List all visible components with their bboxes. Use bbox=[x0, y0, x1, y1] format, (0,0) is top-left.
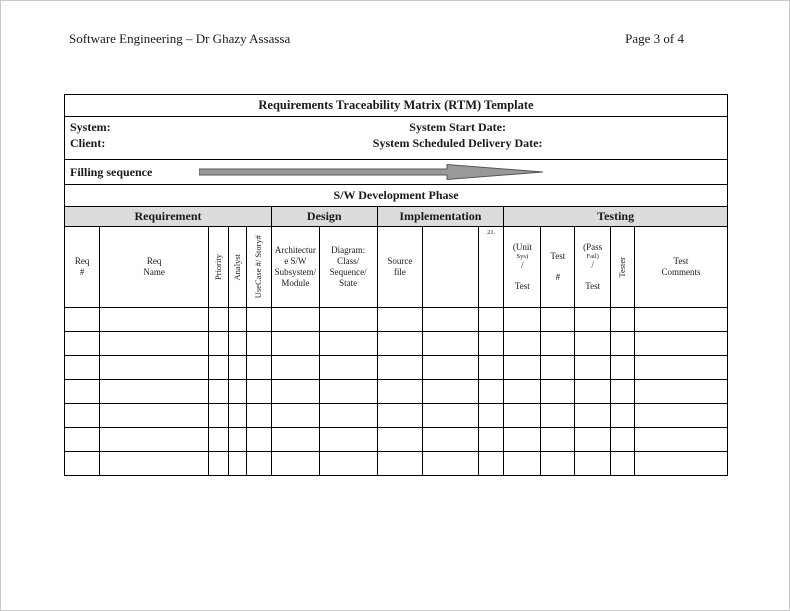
body-cell-req-name-row4 bbox=[100, 380, 209, 404]
body-cell-impl-extra-row2 bbox=[423, 332, 479, 356]
phase-group-design: Design bbox=[272, 207, 378, 227]
unit-sys-test-label-line: (Unit bbox=[512, 242, 532, 253]
body-cell-analyst-row5 bbox=[228, 404, 246, 428]
body-cell-test-comments-row6 bbox=[634, 428, 727, 452]
body-cell-unit-sys-test-row1 bbox=[504, 308, 541, 332]
usecase-story-rotated-label: UseCase #/ Story# bbox=[253, 235, 264, 299]
body-cell-architecture-row2 bbox=[272, 332, 320, 356]
col-header-unit-sys-test bbox=[504, 227, 541, 308]
body-cell-architecture-row6 bbox=[272, 428, 320, 452]
body-cell-analyst-row3 bbox=[228, 356, 246, 380]
col-header-test-number bbox=[541, 227, 575, 308]
col-header-impl-extra bbox=[423, 227, 479, 308]
body-cell-pass-fail-test-row7 bbox=[575, 452, 611, 476]
body-cell-req-name-row2 bbox=[100, 332, 209, 356]
body-cell-usecase-story-row1 bbox=[246, 308, 271, 332]
test-comments-label-line: Test bbox=[673, 255, 689, 266]
body-cell-priority-row3 bbox=[209, 356, 229, 380]
empty-matrix-row bbox=[65, 380, 728, 404]
body-cell-req-number-row3 bbox=[65, 356, 100, 380]
body-cell-req-name-row3 bbox=[100, 356, 209, 380]
body-cell-pass-fail-test-row5 bbox=[575, 404, 611, 428]
body-cell-tester-row3 bbox=[611, 356, 635, 380]
filling-sequence-row bbox=[65, 160, 728, 185]
body-cell-test-comments-row7 bbox=[634, 452, 727, 476]
body-cell-test-number-row5 bbox=[541, 404, 575, 428]
body-cell-unit-sys-test-row4 bbox=[504, 380, 541, 404]
body-cell-impl-extra-row3 bbox=[423, 356, 479, 380]
body-cell-priority-row5 bbox=[209, 404, 229, 428]
body-cell-diagram-row2 bbox=[319, 332, 377, 356]
body-cell-impl-note-row6 bbox=[479, 428, 504, 452]
impl-note-label: 21. bbox=[487, 229, 496, 236]
body-cell-unit-sys-test-row3 bbox=[504, 356, 541, 380]
phase-group-requirement: Requirement bbox=[65, 207, 272, 227]
sw-development-phase-banner: S/W Development Phase bbox=[65, 185, 728, 207]
body-cell-impl-note-row7 bbox=[479, 452, 504, 476]
col-header-usecase-story bbox=[246, 227, 271, 308]
body-cell-usecase-story-row2 bbox=[246, 332, 271, 356]
body-cell-diagram-row4 bbox=[319, 380, 377, 404]
col-header-analyst bbox=[228, 227, 246, 308]
body-cell-req-number-row2 bbox=[65, 332, 100, 356]
body-cell-diagram-row3 bbox=[319, 356, 377, 380]
body-cell-analyst-row6 bbox=[228, 428, 246, 452]
source-file-label-line: Source bbox=[387, 255, 413, 266]
body-cell-architecture-row5 bbox=[272, 404, 320, 428]
pass-fail-test-label-line: / bbox=[591, 260, 594, 271]
body-cell-pass-fail-test-row2 bbox=[575, 332, 611, 356]
body-cell-test-number-row3 bbox=[541, 356, 575, 380]
body-cell-test-number-row6 bbox=[541, 428, 575, 452]
priority-rotated-label: Priority bbox=[212, 254, 223, 280]
body-cell-pass-fail-test-row3 bbox=[575, 356, 611, 380]
body-cell-source-file-row4 bbox=[377, 380, 423, 404]
body-cell-architecture-row3 bbox=[272, 356, 320, 380]
body-cell-priority-row1 bbox=[209, 308, 229, 332]
rtm-table bbox=[64, 94, 728, 476]
body-cell-unit-sys-test-row5 bbox=[504, 404, 541, 428]
source-file-label-line: file bbox=[393, 267, 406, 277]
body-cell-impl-extra-row6 bbox=[423, 428, 479, 452]
body-cell-req-number-row6 bbox=[65, 428, 100, 452]
body-cell-usecase-story-row4 bbox=[246, 380, 271, 404]
pass-fail-test-label-line: Fail) bbox=[586, 253, 599, 261]
body-cell-architecture-row7 bbox=[272, 452, 320, 476]
empty-matrix-row bbox=[65, 356, 728, 380]
body-cell-priority-row2 bbox=[209, 332, 229, 356]
body-cell-impl-note-row5 bbox=[479, 404, 504, 428]
body-cell-priority-row6 bbox=[209, 428, 229, 452]
body-cell-impl-extra-row1 bbox=[423, 308, 479, 332]
info-block bbox=[65, 117, 728, 160]
test-comments-label-line: Comments bbox=[661, 267, 701, 277]
body-cell-test-comments-row2 bbox=[634, 332, 727, 356]
body-cell-req-name-row5 bbox=[100, 404, 209, 428]
body-cell-tester-row6 bbox=[611, 428, 635, 452]
body-cell-diagram-row5 bbox=[319, 404, 377, 428]
body-cell-diagram-row1 bbox=[319, 308, 377, 332]
test-number-label-line: Test bbox=[550, 251, 566, 262]
col-header-test-comments bbox=[634, 227, 727, 308]
body-cell-req-number-row1 bbox=[65, 308, 100, 332]
col-header-tester bbox=[611, 227, 635, 308]
client-label: Client: bbox=[70, 136, 106, 150]
empty-matrix-row bbox=[65, 332, 728, 356]
col-header-architecture: Architecture S/W Subsystem/ Module bbox=[272, 227, 320, 308]
pass-fail-test-label-line: (Pass bbox=[583, 242, 603, 253]
body-cell-impl-extra-row7 bbox=[423, 452, 479, 476]
req-name-label-line: Req bbox=[146, 255, 162, 266]
filling-sequence-label: Filling sequence bbox=[70, 164, 153, 179]
body-cell-req-name-row7 bbox=[100, 452, 209, 476]
body-cell-impl-note-row4 bbox=[479, 380, 504, 404]
unit-sys-test-label-line: Sys) bbox=[516, 253, 529, 261]
body-cell-pass-fail-test-row4 bbox=[575, 380, 611, 404]
body-cell-test-number-row1 bbox=[541, 308, 575, 332]
body-cell-priority-row4 bbox=[209, 380, 229, 404]
body-cell-req-number-row7 bbox=[65, 452, 100, 476]
body-cell-diagram-row6 bbox=[319, 428, 377, 452]
body-cell-test-comments-row5 bbox=[634, 404, 727, 428]
body-cell-tester-row1 bbox=[611, 308, 635, 332]
delivery-date-label: System Scheduled Delivery Date: bbox=[372, 136, 543, 150]
body-cell-tester-row7 bbox=[611, 452, 635, 476]
empty-matrix-row bbox=[65, 308, 728, 332]
body-cell-test-number-row7 bbox=[541, 452, 575, 476]
col-header-pass-fail-test bbox=[575, 227, 611, 308]
body-cell-impl-note-row1 bbox=[479, 308, 504, 332]
body-cell-analyst-row1 bbox=[228, 308, 246, 332]
body-cell-unit-sys-test-row2 bbox=[504, 332, 541, 356]
unit-sys-test-label-line: / bbox=[521, 260, 524, 271]
pass-fail-test-label-line: Test bbox=[585, 280, 601, 291]
body-cell-priority-row7 bbox=[209, 452, 229, 476]
page-number: Page 3 of 4 bbox=[625, 31, 684, 46]
system-start-date-label: System Start Date: bbox=[409, 120, 506, 134]
col-header-priority bbox=[209, 227, 229, 308]
body-cell-source-file-row2 bbox=[377, 332, 423, 356]
body-cell-impl-extra-row5 bbox=[423, 404, 479, 428]
body-cell-analyst-row2 bbox=[228, 332, 246, 356]
req-name-label-line: Name bbox=[143, 267, 165, 277]
col-header-req-number bbox=[65, 227, 100, 308]
body-cell-impl-note-row2 bbox=[479, 332, 504, 356]
req-number-label-line: # bbox=[79, 267, 85, 277]
body-cell-usecase-story-row7 bbox=[246, 452, 271, 476]
body-cell-req-number-row4 bbox=[65, 380, 100, 404]
body-cell-source-file-row1 bbox=[377, 308, 423, 332]
body-cell-tester-row4 bbox=[611, 380, 635, 404]
body-cell-usecase-story-row5 bbox=[246, 404, 271, 428]
body-cell-diagram-row7 bbox=[319, 452, 377, 476]
body-cell-analyst-row4 bbox=[228, 380, 246, 404]
test-number-label-line: # bbox=[555, 271, 561, 282]
empty-matrix-row bbox=[65, 404, 728, 428]
body-cell-source-file-row6 bbox=[377, 428, 423, 452]
body-cell-test-number-row2 bbox=[541, 332, 575, 356]
col-header-source-file bbox=[377, 227, 423, 308]
body-cell-test-comments-row3 bbox=[634, 356, 727, 380]
empty-matrix-row bbox=[65, 452, 728, 476]
body-cell-impl-note-row3 bbox=[479, 356, 504, 380]
body-cell-test-comments-row4 bbox=[634, 380, 727, 404]
body-cell-unit-sys-test-row7 bbox=[504, 452, 541, 476]
body-cell-test-comments-row1 bbox=[634, 308, 727, 332]
empty-matrix-row bbox=[65, 428, 728, 452]
body-cell-usecase-story-row6 bbox=[246, 428, 271, 452]
body-cell-test-number-row4 bbox=[541, 380, 575, 404]
body-cell-tester-row2 bbox=[611, 332, 635, 356]
body-cell-req-name-row6 bbox=[100, 428, 209, 452]
body-cell-pass-fail-test-row1 bbox=[575, 308, 611, 332]
phase-group-implementation: Implementation bbox=[377, 207, 504, 227]
right-arrow-icon bbox=[199, 163, 544, 181]
body-cell-architecture-row4 bbox=[272, 380, 320, 404]
doc-header bbox=[69, 31, 684, 47]
system-label: System: bbox=[70, 120, 111, 134]
body-cell-source-file-row3 bbox=[377, 356, 423, 380]
table-title: Requirements Traceability Matrix (RTM) Template bbox=[65, 95, 728, 117]
body-cell-source-file-row7 bbox=[377, 452, 423, 476]
body-cell-source-file-row5 bbox=[377, 404, 423, 428]
col-header-req-name bbox=[100, 227, 209, 308]
body-cell-analyst-row7 bbox=[228, 452, 246, 476]
col-header-impl-note bbox=[479, 227, 504, 308]
body-cell-impl-extra-row4 bbox=[423, 380, 479, 404]
col-header-diagram: Diagram: Class/ Sequence/ State bbox=[319, 227, 377, 308]
doc-header-title: Software Engineering – Dr Ghazy Assassa bbox=[69, 31, 291, 46]
req-number-label-line: Req bbox=[74, 255, 90, 266]
body-cell-pass-fail-test-row6 bbox=[575, 428, 611, 452]
phase-group-testing: Testing bbox=[504, 207, 728, 227]
body-cell-usecase-story-row3 bbox=[246, 356, 271, 380]
body-cell-req-name-row1 bbox=[100, 308, 209, 332]
body-cell-unit-sys-test-row6 bbox=[504, 428, 541, 452]
body-cell-tester-row5 bbox=[611, 404, 635, 428]
body-cell-req-number-row5 bbox=[65, 404, 100, 428]
body-cell-architecture-row1 bbox=[272, 308, 320, 332]
tester-rotated-label: Tester bbox=[616, 256, 627, 278]
analyst-rotated-label: Analyst bbox=[231, 253, 242, 281]
unit-sys-test-label-line: Test bbox=[514, 280, 530, 291]
